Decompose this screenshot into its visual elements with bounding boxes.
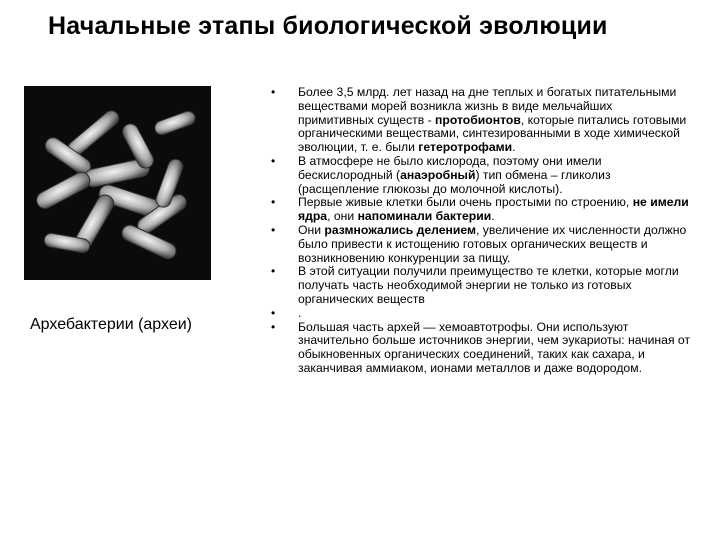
bullet-text: . — [298, 305, 302, 320]
bullet-item — [266, 224, 691, 265]
bullet-text: , которые питались готовыми органическими веществами, синтезированными в ходе химической эволюции, т. е. были — [298, 112, 687, 155]
bold-term: гетеротрофами — [418, 140, 513, 155]
bold-term: не имели ядра — [298, 195, 689, 224]
bullet-text: . — [512, 140, 516, 155]
bullet-item — [266, 86, 691, 155]
bullet-text: ) тип обмена – гликолиз (расщепление глюкозы до молочной кислоты). — [298, 167, 611, 196]
bullet-item — [266, 265, 691, 306]
bullet-item — [266, 307, 691, 321]
bold-term: напоминали бактерии — [357, 209, 492, 224]
bullet-text: , увеличение их численности должно было привести к истощению готовых органических веществ и возникновению конкуренции за пищу. — [298, 222, 687, 265]
bullet-text: Первые живые клетки были очень простыми по строению, — [298, 195, 633, 210]
archaea-micrograph-icon — [24, 86, 211, 280]
bullet-text: В атмосфере не было кислорода, поэтому они имели бескислородный ( — [298, 153, 602, 182]
bold-term: протобионтов — [435, 112, 521, 127]
bullet-text: . — [491, 209, 495, 224]
bullet-item — [266, 321, 691, 376]
bullet-text: Большая часть архей — хемоавтотрофы. Они используют значительно больше источников энергии, чем эукариоты: начиная от обыкновенных органических соединений, таких как сахара, и заканчивая аммиаком, ионами металлов и даже водородом. — [298, 319, 691, 375]
bold-term: анаэробный — [400, 167, 476, 182]
bullet-list — [266, 86, 691, 376]
bullet-text: Более 3,5 млрд. лет назад на дне теплых и богатых питательными веществами морей возникла жизнь в виде мельчайших примитивных существ - — [298, 85, 677, 127]
archaea-micrograph — [24, 86, 211, 280]
bullet-text: , они — [327, 209, 358, 224]
bullet-text: В этой ситуации получили преимущество те клетки, которые могли получать часть необходимой энергии не только из готовых органических веществ — [298, 264, 679, 306]
bullet-item — [266, 196, 691, 224]
bullet-text: Они — [298, 222, 325, 237]
slide-title: Начальные этапы биологической эволюции — [48, 12, 608, 40]
bullet-item — [266, 155, 691, 196]
bold-term: размножались делением — [324, 222, 477, 237]
image-caption: Архебактерии (археи) — [30, 316, 192, 333]
